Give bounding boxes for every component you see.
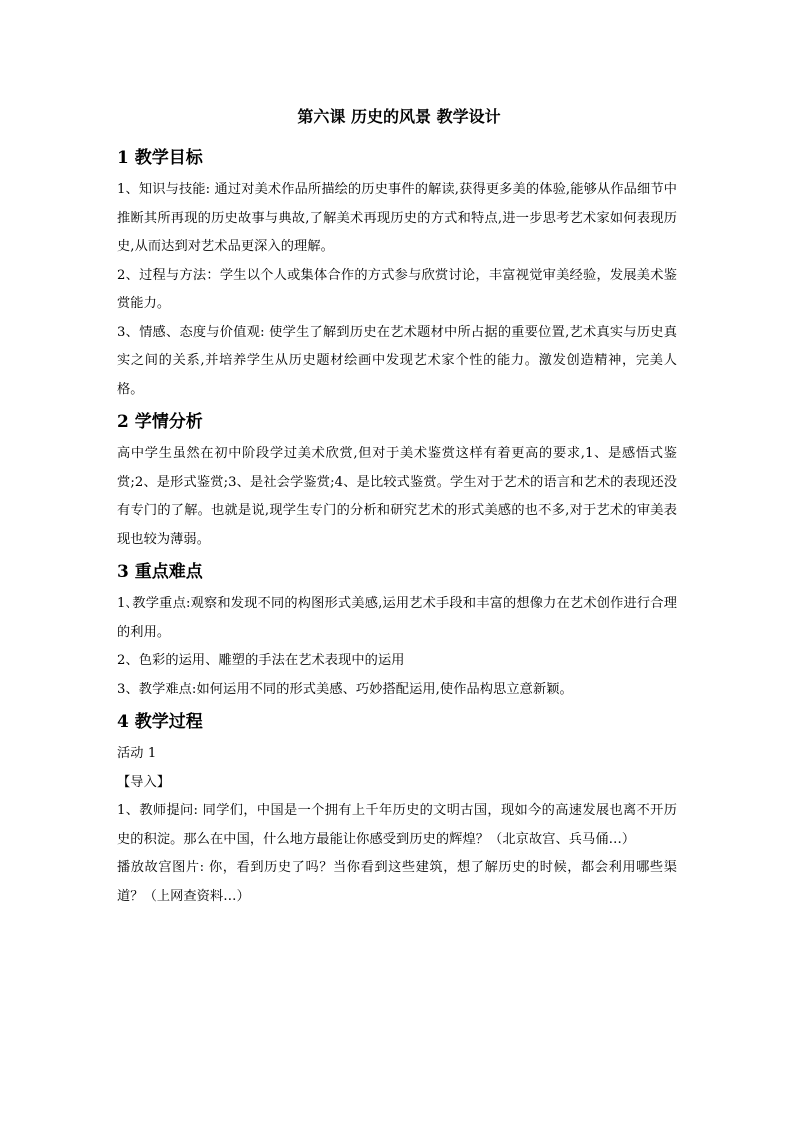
section-key-difficulties <box>117 558 677 704</box>
section-heading: 1 教学目标 <box>117 148 203 168</box>
paragraph: 3、情感、态度与价值观: 使学生了解到历史在艺术题材中所占据的重要位置,艺术真实与历史真实之间的关系,并培养学生从历史题材绘画中发现艺术家个性的能力。激发创造精神，完美人格。 <box>117 324 677 397</box>
section-teaching-process <box>117 708 677 911</box>
paragraph: 1､教学重点:观察和发现不同的构图形式美感,运用艺术手段和丰富的想像力在艺术创作进行合理的利用。 <box>117 596 677 640</box>
section-heading: 2 学情分析 <box>117 412 203 432</box>
section-teaching-objectives <box>117 144 677 404</box>
document-title: 第六课 历史的风景 教学设计 <box>297 107 501 126</box>
paragraph: 2、色彩的运用、雕塑的手法在艺术表现中的运用 <box>117 653 405 668</box>
document-body <box>117 104 677 911</box>
paragraph: 1、知识与技能: 通过对美术作品所描绘的历史事件的解读,获得更多美的体验,能够从作品细节中推断其所再现的历史故事与典故,了解美术再现历史的方式和特点,进一步思考艺术家如何表现历史,从而达到对艺术品更深入的理解。 <box>117 182 677 254</box>
section-heading: 4 教学过程 <box>117 712 203 732</box>
section-student-analysis <box>117 408 677 554</box>
paragraph: 3、教学难点:如何运用不同的形式美感、巧妙搭配运用,使作品构思立意新颖。 <box>117 681 573 697</box>
paragraph: 播放故宫图片: 你，看到历史了吗？当你看到这些建筑，想了解历史的时候，都会利用哪些渠道？（上网查资料…） <box>117 860 677 904</box>
paragraph: 高中学生虽然在初中阶段学过美术欣赏,但对于美术鉴赏这样有着更高的要求,1、是感悟式鉴赏;2、是形式鉴赏;3、是社会学鉴赏;4、是比较式鉴赏。学生对于艺术的语言和艺术的表现还没有专门的了解。也就是说,现学生专门的分析和研究艺术的形式美感的也不多,对于艺术的审美表现也较为薄弱。 <box>117 446 677 547</box>
subheading-intro: 【导入】 <box>117 774 171 790</box>
paragraph: 1、教师提问: 同学们，中国是一个拥有上千年历史的文明古国，现如今的高速发展也离不开历史的积淀。那么在中国，什么地方最能让你感受到历史的辉煌？（北京故宫、兵马俑…） <box>117 803 677 847</box>
activity-label: 活动 1 <box>117 746 157 761</box>
paragraph: 2、过程与方法：学生以个人或集体合作的方式参与欣赏讨论，丰富视觉审美经验，发展美术鉴赏能力。 <box>117 267 677 311</box>
section-heading: 3 重点难点 <box>117 562 203 582</box>
